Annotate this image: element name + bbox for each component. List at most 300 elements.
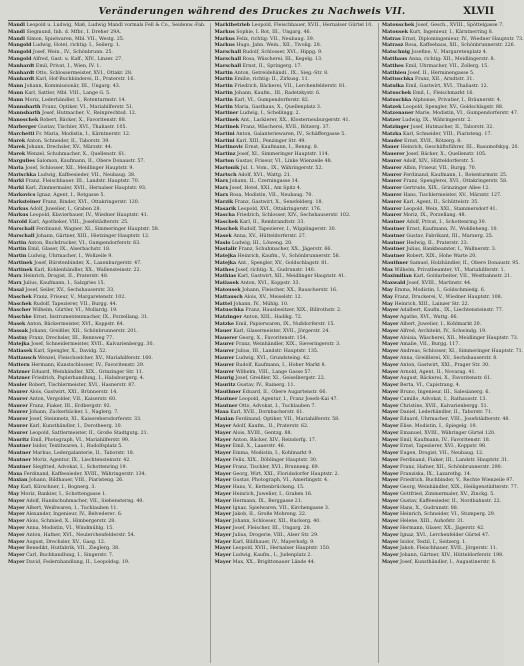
entry-surname: Maxwald	[381, 281, 406, 287]
entry-surname: Maslo	[214, 240, 231, 246]
entry-surname: Marschall	[8, 233, 35, 239]
entry-surname: Mayer	[381, 485, 399, 491]
entry-surname: Martini	[214, 131, 235, 137]
entry-surname: Maurer	[381, 165, 402, 171]
directory-entry	[214, 125, 372, 132]
entry-details: Anton, Vergolder, VII., Kaiserstr. 60.	[29, 396, 117, 402]
entry-details: Karl, Spengler, X., Davidg. 52.	[33, 349, 107, 355]
entry-details: Anton, Gastwirt, XXI., Prager Str. 30.	[399, 362, 490, 368]
entry-surname: Mayer	[214, 559, 232, 565]
entry-details: Adolf, Handschuhmacher, VII., Siebensterng. 40.	[26, 498, 144, 504]
entry-details: Samuel, Holzhändler, II., Obere Donaustr. 95.	[409, 260, 520, 266]
directory-entry	[382, 23, 524, 30]
entry-surname: Matulka	[381, 84, 405, 90]
entry-surname: Mayer	[381, 322, 399, 328]
entry-surname: Manoschek	[8, 118, 39, 124]
entry-surname: Martsch	[214, 172, 237, 178]
entry-details: Leopold, Wein, XXI., Stammersdorf 41.	[403, 206, 498, 212]
directory-entry	[8, 254, 205, 261]
directory-entry	[214, 553, 372, 560]
entry-surname: Mautner	[381, 240, 405, 246]
entry-surname: Mayer	[381, 369, 399, 375]
entry-details: Anton, Schneider, II., Taborstr. 39.	[26, 138, 110, 144]
entry-surname: Mayer	[214, 512, 232, 518]
entry-surname: Mayer	[381, 335, 399, 341]
entry-details: Adolf, XIV., Hütteldorferstr. 5.	[403, 158, 476, 164]
directory-entry	[382, 227, 524, 234]
entry-surname: Maurer	[8, 430, 28, 436]
entry-details: Johann, Greißler, XII., Schönbrunnerstr. 201.	[29, 328, 138, 334]
entry-surname: Martin	[214, 84, 233, 90]
directory-entry	[8, 50, 205, 57]
entry-surname: Mangold	[8, 43, 32, 49]
entry-surname: Mayer	[381, 491, 399, 497]
entry-surname: Marschall	[214, 63, 242, 69]
entry-details: Franz, Drechsler, III., Rennweg 77.	[28, 335, 114, 341]
entry-surname: Mautner	[381, 226, 405, 232]
entry-details: Johann, Kommissionär, III., Ungarg. 43.	[24, 84, 121, 90]
entry-surname: Maurer	[214, 356, 235, 362]
entry-details: Heinrich, Juwelier, I., Graben 16.	[232, 491, 313, 497]
entry-surname: Martin	[214, 104, 233, 110]
entry-details: Gustav, Fabrikant, III., Marxerg. 25.	[406, 233, 494, 239]
entry-surname: Mayer	[381, 559, 399, 565]
entry-surname: Mayer	[381, 328, 399, 334]
directory-columns	[8, 23, 524, 663]
entry-surname: Marchetti	[8, 131, 35, 137]
entry-surname: Matthieu	[381, 70, 407, 76]
directory-entry	[382, 356, 524, 363]
entry-details: Josef, Hotel, XXI., Am Spitz 4.	[229, 186, 302, 192]
entry-surname: Mayer	[381, 525, 399, 531]
entry-details: Gustav, Tischler, XVI., Thaliastr. 105.	[38, 124, 128, 130]
entry-details: Franz, Fleischhauer, III., Landstr. Hauptstr. 70.	[25, 179, 140, 185]
entry-details: Ludwig, Uhrmacher, I., Wollzeile 9.	[27, 254, 113, 260]
directory-entry	[8, 560, 205, 567]
directory-entry	[382, 234, 524, 241]
directory-entry	[8, 492, 205, 499]
entry-details: Kurt, Ingenieur, I., Kärntnerring 8.	[409, 29, 494, 35]
entry-surname: Markovics	[8, 192, 36, 198]
entry-surname: Masal	[8, 288, 24, 294]
entry-surname: Matzinger	[214, 315, 242, 321]
entry-details: Ludwig, Kaffeesieder, VII., Neubaug. 38.	[37, 172, 136, 178]
entry-details: Friedrich, Bäckerei, VII., Lerchenfelderstr. 81.	[234, 84, 347, 90]
directory-entry	[8, 451, 205, 458]
entry-surname: Markus	[214, 29, 235, 35]
entry-surname: Mayer	[214, 478, 232, 484]
entry-surname: Mayer	[381, 471, 399, 477]
directory-entry	[382, 458, 524, 465]
entry-surname: Mattern	[8, 362, 30, 368]
entry-surname: Mayer	[381, 444, 399, 450]
directory-entry	[214, 322, 372, 329]
entry-details: Berta, VI., Capistrang. 4.	[399, 383, 461, 389]
directory-entry	[214, 295, 372, 302]
entry-details: Josef, Kunsthändler, I., Augustinerstr. 8.	[399, 559, 497, 565]
directory-entry	[8, 397, 205, 404]
directory-entry	[214, 329, 372, 336]
directory-entry	[8, 533, 205, 540]
entry-surname: Mautner	[381, 247, 405, 253]
entry-surname: Martinovic	[214, 145, 244, 151]
directory-entry	[214, 458, 372, 465]
directory-entry	[8, 499, 205, 506]
entry-surname: Mautner	[381, 220, 405, 226]
entry-details: Anton, Galanteriewaren, IV., Schäffergasse 5.	[236, 131, 346, 137]
entry-surname: Mayer	[381, 349, 399, 355]
entry-details: Adolf, XVI., Wattg. 21.	[238, 172, 292, 178]
entry-details: Karl, Bildhauer, IV., Mayerhofg. 9.	[232, 539, 315, 545]
directory-entry	[8, 125, 205, 132]
entry-surname: Maurer	[8, 424, 28, 430]
entry-details: Ignaz, Agent, I., Rotgasse 5.	[36, 192, 105, 198]
entry-surname: Mayer	[8, 559, 25, 565]
entry-surname: Mayer	[8, 546, 25, 552]
directory-entry	[8, 458, 205, 465]
entry-details: Emil, X., Laaerstr. 46.	[232, 444, 286, 450]
entry-details: Christine, XVII., Kalvarienbergg. 51.	[399, 403, 489, 409]
directory-entry	[214, 227, 372, 234]
entry-surname: Mayer	[381, 383, 399, 389]
entry-surname: Mann	[8, 90, 24, 96]
directory-entry	[8, 152, 205, 159]
entry-details: Albert, Weißwaren, I., Tuchlauben 11.	[26, 505, 118, 511]
entry-surname: Maurer	[214, 362, 235, 368]
entry-surname: Mauler	[8, 383, 28, 389]
directory-entry	[214, 519, 372, 526]
directory-entry	[8, 356, 205, 363]
entry-surname: Matras	[381, 36, 401, 42]
entry-details: Otto, Schlossermeister, XVI., Ottakr. 28.	[35, 70, 133, 76]
entry-details: Karl, Zimmermaler, XVII., Hernalser Hauptstr. 93.	[25, 186, 147, 192]
entry-surname: Manhardt	[8, 77, 35, 83]
directory-entry	[8, 57, 205, 64]
directory-entry	[382, 560, 524, 567]
entry-surname: Maurer	[8, 396, 28, 402]
entry-details: Franz, Fiaker, III., Erdbergstr. 92.	[29, 403, 112, 409]
entry-details: Jul. 1. Vom., IX., Währingerstr. 52.	[240, 165, 323, 171]
entry-details: Wenzel, Schuhmacher, X., Quellenstr. 61.	[26, 152, 126, 158]
directory-entry	[382, 261, 524, 268]
directory-entry	[382, 329, 524, 336]
entry-surname: Matzer	[381, 118, 401, 124]
entry-details: Gustav, Kaffeesieder, II., Nordbahnstr. 22.	[399, 498, 502, 504]
directory-entry	[8, 220, 205, 227]
entry-details: Julius, III., Landstr. Hauptstr. 135.	[235, 349, 319, 355]
directory-entry	[8, 64, 205, 71]
page-header	[8, 6, 496, 21]
entry-surname: Mayer	[8, 498, 25, 504]
directory-entry	[8, 526, 205, 533]
page-number: XLVII	[463, 6, 494, 17]
entry-details: Ludwig, XVI., Grundsteing. 42.	[235, 356, 311, 362]
entry-details: Bruno, Ingenieur, III., Salesianerg. 6.	[399, 390, 490, 396]
entry-surname: Mathes	[214, 267, 235, 273]
entry-surname: Maurer	[214, 349, 235, 355]
entry-details: Ernst, Diplomingenieur, IV., Wiedner Hauptstr. 73.	[402, 36, 524, 42]
directory-entry	[214, 193, 372, 200]
entry-details: Franz, Schuhmacher, XX., Jägerstr. 66.	[238, 247, 332, 253]
entry-details: Ant., Spengler, XV., Goldschlagstr. 81.	[237, 260, 329, 266]
entry-details: Gottfried, Zimmermaler, XV., Zinckg. 5.	[399, 491, 495, 497]
directory-entry	[214, 288, 372, 295]
entry-surname: Masek	[214, 233, 232, 239]
entry-surname: Marschall	[214, 56, 242, 62]
entry-surname: Maurig	[214, 376, 234, 382]
entry-details: Karl, VI., Gumpendorferstr. 82.	[234, 97, 310, 103]
entry-surname: Mayer	[381, 532, 399, 538]
entry-details: Hermann, Glaser, XX., Jägerstr. 42.	[399, 525, 485, 531]
directory-column-1	[8, 23, 205, 663]
entry-details: Leopold, Spengler, XV., Goldschlagstr. 88.	[402, 104, 504, 110]
directory-entry	[214, 98, 372, 105]
entry-surname: Mayer	[381, 451, 399, 457]
directory-entry	[214, 397, 372, 404]
entry-surname: Martin	[214, 97, 233, 103]
entry-surname: Marton	[214, 158, 235, 164]
entry-details: Ernst, Kaufmann, IV., Wohllebeng. 10.	[406, 226, 499, 232]
entry-details: Ludwig, Kaufm., I., Judenplatz 2.	[232, 553, 312, 559]
entry-details: Ferdinand, Fiaker, III., Landstr. Hauptstr. 31.	[399, 458, 509, 463]
directory-entry	[8, 118, 205, 125]
entry-surname: Maschek	[214, 226, 239, 232]
entry-details: Anna, Greißlerei, XV., Sechshauserstr. 8.	[399, 356, 498, 362]
entry-surname: Mauthner	[214, 390, 241, 396]
entry-surname: Maxian	[8, 478, 28, 484]
entry-surname: Matouschek	[381, 23, 415, 28]
entry-surname: Maurer	[381, 172, 402, 178]
entry-surname: Mayer	[381, 410, 399, 416]
directory-entry	[382, 499, 524, 506]
entry-surname: Mathias	[214, 274, 237, 280]
directory-entry	[382, 118, 524, 125]
directory-entry	[8, 424, 205, 431]
entry-surname: Maurer	[381, 158, 402, 164]
directory-entry	[382, 519, 524, 526]
directory-entry	[382, 526, 524, 533]
directory-entry	[214, 363, 372, 370]
entry-surname: Marek	[8, 152, 26, 158]
entry-surname: Mautner	[8, 451, 31, 457]
entry-details: Anna, Modistin, VI., Windmühlg. 15.	[26, 525, 114, 531]
entry-surname: Maurer	[381, 213, 402, 219]
entry-details: Gertrude, XIX., Grinzinger Allee 12.	[403, 186, 490, 192]
entry-surname: Margulies	[8, 158, 35, 164]
entry-surname: Mautner	[381, 233, 405, 239]
entry-surname: Mangold	[8, 50, 32, 56]
entry-surname: Martin	[8, 247, 27, 253]
entry-details: Ernst, Kaufmann, I., Renng. 8.	[244, 145, 319, 151]
entry-surname: Mayer	[214, 430, 232, 436]
directory-entry	[214, 30, 372, 37]
directory-entry	[382, 91, 524, 98]
entry-surname: Maschke	[8, 315, 32, 321]
entry-details: Ernst, II., Springerg. 17.	[242, 63, 302, 69]
entry-surname: Mannsbarth	[8, 104, 41, 110]
entry-details: Franz, Gastwirt, X., Senefelderg. 18.	[234, 199, 324, 205]
entry-details: Albert, Juwelier, I., Kohlmarkt 20.	[399, 322, 482, 328]
entry-surname: Marktbetrieb	[214, 23, 250, 28]
entry-surname: Mayer	[381, 478, 399, 484]
directory-entry	[8, 329, 205, 336]
entry-details: Franz, Binder, XVI., Ottakringerstr. 120.	[42, 199, 140, 205]
entry-details: Amalie, VII., Burgg. 117.	[399, 342, 460, 348]
entry-details: Josefine, V., Margaretenplatz 4.	[411, 50, 488, 56]
entry-details: Karl, Apotheker, VIII., Josefstädterstr. 25.	[28, 220, 129, 226]
directory-entry	[214, 234, 372, 241]
entry-surname: Marksteiner	[8, 199, 41, 205]
entry-surname: Maurer	[381, 192, 402, 198]
entry-surname: Marx	[214, 179, 229, 185]
entry-details: Josef, Hutmacher, II., Taborstr. 32.	[410, 124, 494, 130]
entry-details: Adalbert, Kaufm., IX., Liechtensteinstr. 77.	[399, 308, 504, 314]
entry-surname: Mayer	[214, 464, 232, 470]
entry-details: Hugo, Jahn. Wein., XII., Tivolig. 28.	[236, 43, 322, 49]
entry-surname: Mayer	[381, 308, 399, 314]
entry-details: Ignaz, Spielwaren, VII., Kirchengasse 3.	[232, 505, 330, 511]
entry-details: Emil, Photograph, VI., Mariahilferstr. 99.	[30, 437, 130, 443]
entry-surname: Matejka	[214, 254, 237, 260]
entry-surname: Mayer	[214, 525, 232, 531]
directory-entry	[214, 560, 372, 567]
entry-details: Franziska, IX., Lazarethg. 14.	[399, 471, 472, 477]
directory-entry	[382, 64, 524, 71]
directory-entry	[382, 57, 524, 64]
directory-entry	[214, 451, 372, 458]
entry-details: Friedrich, Buchbinder, V., Rechte Wienzeile 97.	[399, 478, 514, 484]
entry-details: Karl, Sattler, Mbl. VIII., Lange G. 5.	[24, 90, 111, 96]
directory-entry	[8, 23, 205, 30]
entry-surname: Matthes	[381, 63, 404, 69]
directory-entry	[8, 84, 205, 91]
entry-surname: Mautner	[8, 444, 31, 450]
entry-details: Sophie, I. Rot, III., Ungarg. 46.	[236, 29, 312, 35]
entry-details: Anton, Bäckermeister, XVI., Koppstr. 64.	[26, 322, 125, 328]
directory-entry	[382, 431, 524, 438]
entry-details: Julius, Bankbeamter, I., Wallnerstr. 3.	[406, 247, 497, 253]
entry-details: Ferdinand, Wagner, XI., Simmeringer Hauptstr. 58.	[36, 226, 160, 232]
entry-details: Franz, Hafner, XII., Schönbrunnerstr. 290.	[399, 464, 503, 470]
entry-surname: Maurer	[8, 417, 28, 423]
entry-details: Wenzel, Fleischselcher, XV., Mariahilferstr. 160.	[37, 356, 153, 362]
directory-entry	[214, 431, 372, 438]
entry-surname: Mautner	[8, 464, 31, 470]
entry-surname: Mauerer	[381, 152, 405, 158]
entry-surname: May	[8, 491, 20, 497]
entry-surname: Matiasek	[214, 281, 239, 287]
entry-surname: Mayer	[381, 430, 399, 436]
entry-details: Maria, Gasthaus, X., Quellenplatz 3.	[234, 104, 322, 110]
entry-details: Hans, V., Kettenbrückeng. 15.	[232, 485, 305, 491]
entry-details: Karl, Kohlenhändler, XX., Wallensteinstr. 22.	[34, 267, 142, 273]
entry-surname: Marx	[214, 186, 229, 192]
entry-surname: Matrasz	[381, 43, 404, 49]
entry-surname: Martinek	[214, 118, 240, 124]
entry-details: Franz, Wäscherei, XVII., Rötzerg. 37.	[240, 124, 331, 130]
entry-details: Ludwig, III., Löweng. 20.	[231, 240, 293, 246]
entry-details: Josef, Steinmetz, XI., Kaiserebersdorferstr. 33.	[29, 417, 142, 423]
entry-surname: Maximilian	[381, 274, 412, 280]
entry-surname: Mayer	[214, 539, 232, 545]
entry-surname: Mann	[8, 97, 24, 103]
entry-details: Leopold, Klavierbauer, IV., Wiedner Hauptstr. 41.	[29, 213, 149, 219]
directory-entry	[214, 417, 372, 424]
entry-surname: Mayer	[214, 458, 232, 463]
entry-details: Fr. Maria, Modistin, I., Kärntnerstr. 12.	[35, 131, 131, 137]
directory-entry	[214, 200, 372, 207]
entry-details: Hermann, Kunstschlosser, IV., Favoritenstr. 29.	[31, 362, 145, 368]
entry-details: Johann, IV., Mühlg. 10.	[233, 301, 289, 307]
entry-surname: Mayer	[214, 444, 232, 450]
entry-details: Leopold, Agentur, I., Franz Josefs-Kai 47.	[238, 396, 339, 402]
entry-surname: Mayer	[381, 342, 399, 348]
directory-entry	[8, 383, 205, 390]
entry-surname: Mayer	[381, 498, 399, 504]
entry-details: Camillo, Advokat, I., Rathausstr. 13.	[399, 396, 487, 402]
directory-entry	[382, 485, 524, 492]
entry-surname: Mayer	[214, 424, 232, 430]
entry-surname: Mayer	[381, 362, 399, 368]
directory-entry	[8, 132, 205, 139]
entry-details: Josef, XI., Simmeringer Hauptstr. 114.	[237, 152, 330, 158]
entry-details: Leopold u. Ludwig, Maß, Ludwig Mandl vormals Fell & Co., Seidenw.-Fab.	[26, 23, 206, 28]
entry-details: Leopold, XVII., Hernalser Hauptstr. 150.	[232, 546, 331, 552]
entry-surname: Maxian	[214, 417, 234, 423]
entry-surname: Matthaus	[381, 56, 408, 62]
directory-entry	[8, 288, 205, 295]
entry-surname: May	[381, 294, 393, 300]
entry-surname: Mayer	[381, 396, 399, 402]
entry-surname: Mayer	[381, 519, 399, 525]
entry-details: Anton, XVI., Koppstr. 33.	[240, 281, 300, 287]
entry-details: Emil, Papierwaren, IX., Nußdorferstr. 15.	[235, 322, 335, 328]
directory-entry	[382, 193, 524, 200]
entry-surname: Matousek	[381, 29, 408, 35]
entry-surname: Mayer	[381, 437, 399, 443]
entry-surname: Mattuschka	[381, 77, 414, 83]
directory-entry	[8, 519, 205, 526]
entry-surname: Maxa	[8, 471, 23, 477]
entry-surname: Mayer	[381, 424, 399, 430]
entry-surname: Mayer	[381, 539, 399, 545]
entry-details: Alphonse, Privatier, I., Bräunerstr. 4.	[412, 97, 502, 103]
entry-details: Josef, Seiler, XV., Sechshauserstr. 33.	[25, 288, 115, 294]
entry-surname: Mayer	[8, 539, 25, 545]
directory-entry	[382, 132, 524, 139]
entry-details: Karl, Gastwirt, XII., Meidlinger Hauptstr. 41.	[237, 274, 346, 280]
entry-surname: Mayer	[214, 553, 232, 559]
entry-details: Rosa, Kaffeehaus, XII., Schönbrunnerstr. 226.	[404, 43, 516, 49]
entry-details: Josef, Bürstenbinder, X., Laxenburgerstr. 47.	[34, 260, 142, 266]
entry-surname: Maurer	[8, 403, 28, 409]
entry-surname: Matzinger	[381, 124, 410, 130]
entry-details: Robert, Tischlermeister, XVI., Hasnerstr. 87.	[28, 383, 136, 389]
entry-surname: Mauerer	[214, 335, 238, 341]
entry-details: Johann, Gärtner, XIII., Hietzinger Hauptstr. 12.	[36, 233, 150, 239]
entry-details: Josef, Fleischer, III., Ungarg. 28.	[232, 525, 312, 531]
entry-details: Alois, XV., Meiselstr. 12.	[244, 294, 303, 300]
directory-entry	[382, 84, 524, 91]
entry-details: Ludwig, I., Schellingg. 2.	[239, 111, 301, 117]
entry-surname: Mayer	[8, 525, 25, 531]
entry-details: Leopold, Sattlermeister, II., Große Stadtgutg. 21.	[29, 430, 149, 436]
entry-details: Adolf, Juwelier, I., Graben 28.	[29, 206, 101, 212]
entry-details: Emil, Uhrmacher, VII., Zollerg. 15.	[405, 63, 489, 69]
directory-entry	[382, 533, 524, 540]
entry-details: Rudolf, Tapezierer, VII., Burgg. 44.	[33, 301, 118, 307]
directory-entry	[382, 553, 524, 560]
